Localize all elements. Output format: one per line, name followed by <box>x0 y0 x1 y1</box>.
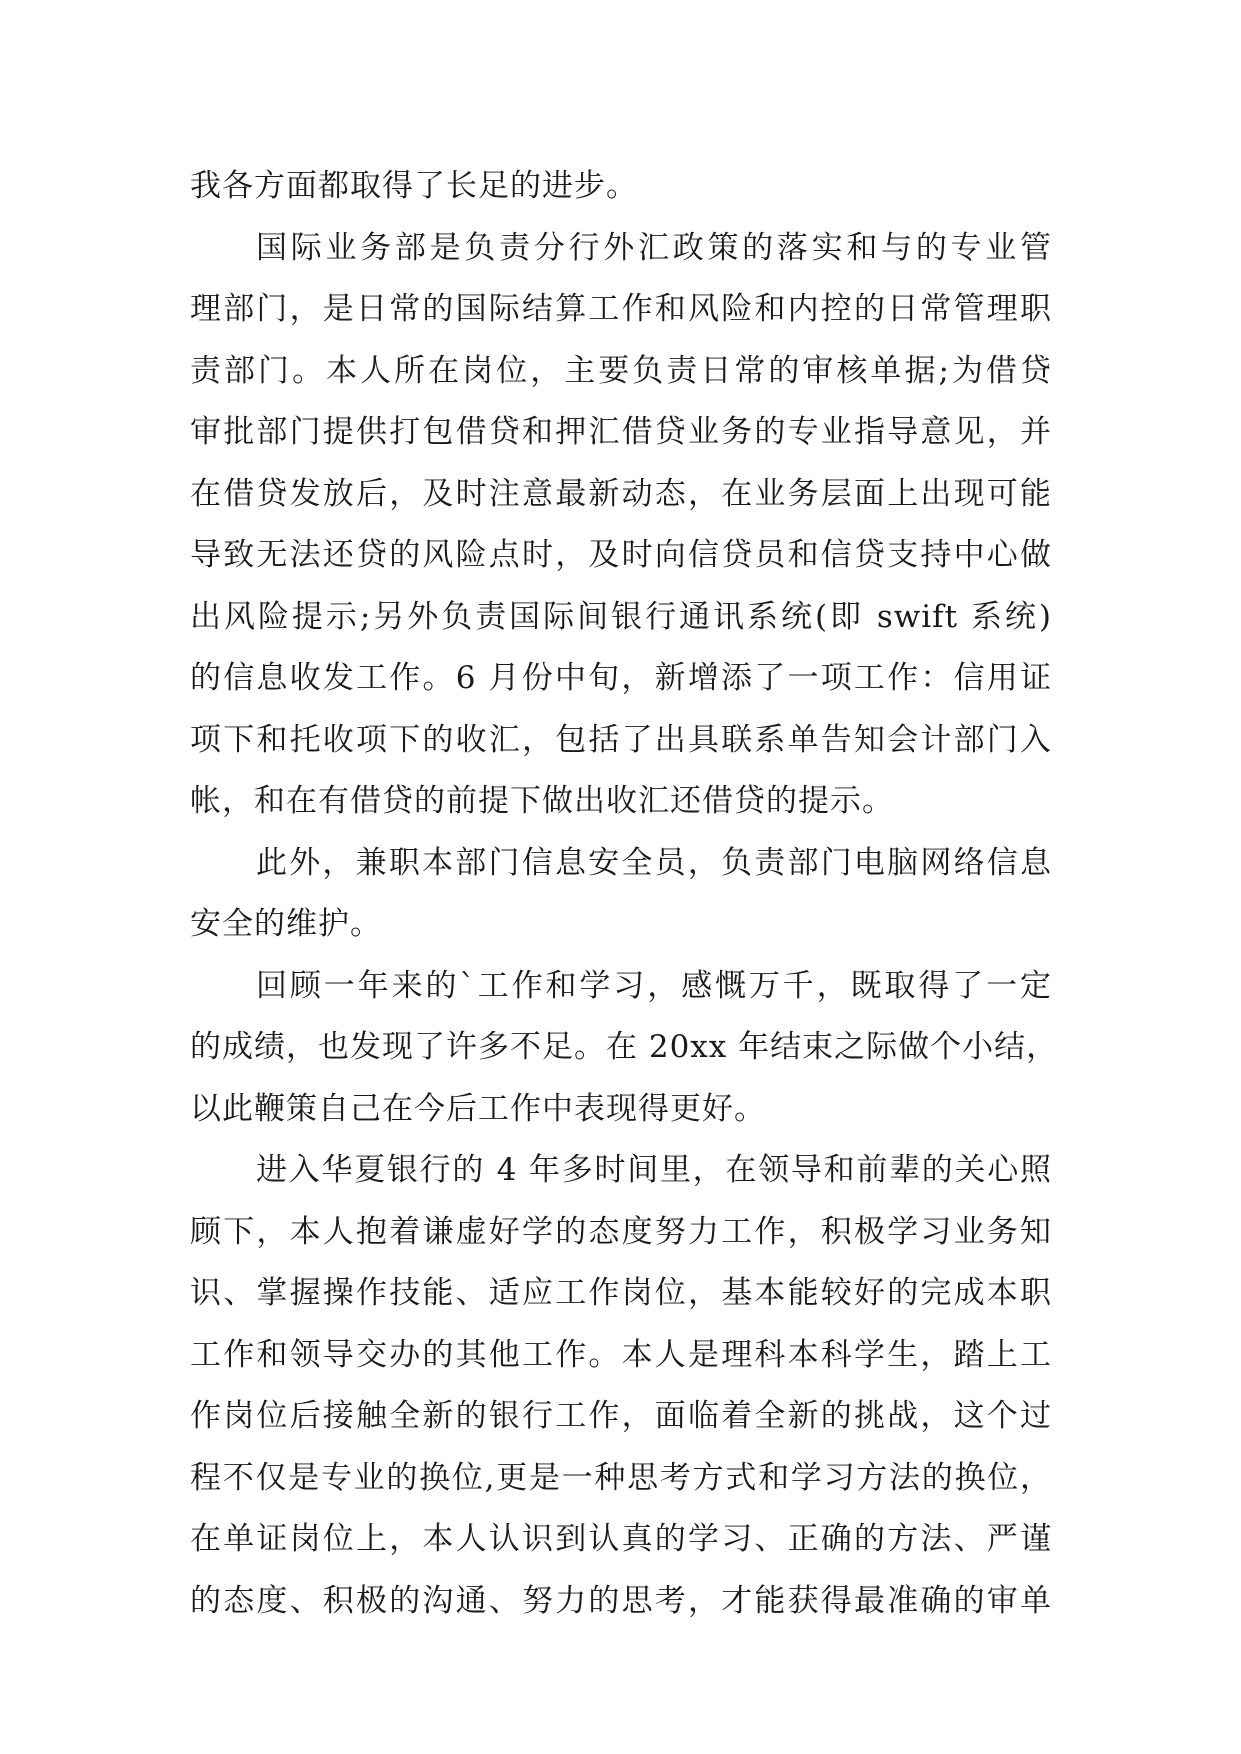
paragraph-line: 导致无法还贷的风险点时，及时向信贷员和信贷支持中心做 <box>190 537 1052 573</box>
paragraph-line: 的态度、积极的沟通、努力的思考，才能获得最准确的审单 <box>190 1582 1052 1619</box>
paragraph-line: 的信息收发工作。6 月份中旬，新增添了一项工作：信用证 <box>190 660 1052 696</box>
document-body <box>190 156 1059 1632</box>
paragraph-line: 作岗位后接触全新的银行工作，面临着全新的挑战，这个过 <box>190 1398 1052 1434</box>
paragraph-line: 责部门。本人所在岗位，主要负责日常的审核单据;为借贷 <box>190 352 1052 389</box>
paragraph-line: 在单证岗位上，本人认识到认真的学习、正确的方法、严谨 <box>190 1521 1052 1557</box>
paragraph-line: 安全的维护。 <box>190 906 382 942</box>
paragraph-line: 在借贷发放后，及时注意最新动态，在业务层面上出现可能 <box>190 475 1052 512</box>
paragraph-line: 工作和领导交办的其他工作。本人是理科本科学生，踏上工 <box>190 1336 1052 1373</box>
paragraph-line: 程不仅是专业的换位,更是一种思考方式和学习方法的换位， <box>190 1459 1052 1496</box>
paragraph-line: 顾下，本人抱着谦虚好学的态度努力工作，积极学习业务知 <box>190 1213 1052 1250</box>
paragraph-line: 识、掌握操作技能、适应工作岗位，基本能较好的完成本职 <box>190 1275 1052 1311</box>
paragraph-line: 进入华夏银行的 4 年多时间里，在领导和前辈的关心照 <box>256 1152 1052 1188</box>
paragraph-line: 的成绩，也发现了许多不足。在 20xx 年结束之际做个小结， <box>190 1029 1059 1065</box>
paragraph-line: 我各方面都取得了长足的进步。 <box>190 168 638 204</box>
paragraph-line: 此外，兼职本部门信息安全员，负责部门电脑网络信息 <box>256 844 1052 881</box>
paragraph-line: 理部门，是日常的国际结算工作和风险和内控的日常管理职 <box>190 291 1052 327</box>
paragraph-line: 出风险提示;另外负责国际间银行通讯系统(即 swift 系统) <box>190 598 1052 635</box>
paragraph-line: 国际业务部是负责分行外汇政策的落实和与的专业管 <box>256 229 1052 266</box>
paragraph-line: 审批部门提供打包借贷和押汇借贷业务的专业指导意见，并 <box>190 414 1052 450</box>
paragraph-line: 回顾一年来的`工作和学习，感慨万千，既取得了一定 <box>256 967 1052 1004</box>
paragraph-line: 以此鞭策自己在今后工作中表现得更好。 <box>190 1090 766 1127</box>
paragraph-line: 帐，和在有借贷的前提下做出收汇还借贷的提示。 <box>190 783 894 819</box>
paragraph-line: 项下和托收项下的收汇，包括了出具联系单告知会计部门入 <box>190 721 1052 758</box>
